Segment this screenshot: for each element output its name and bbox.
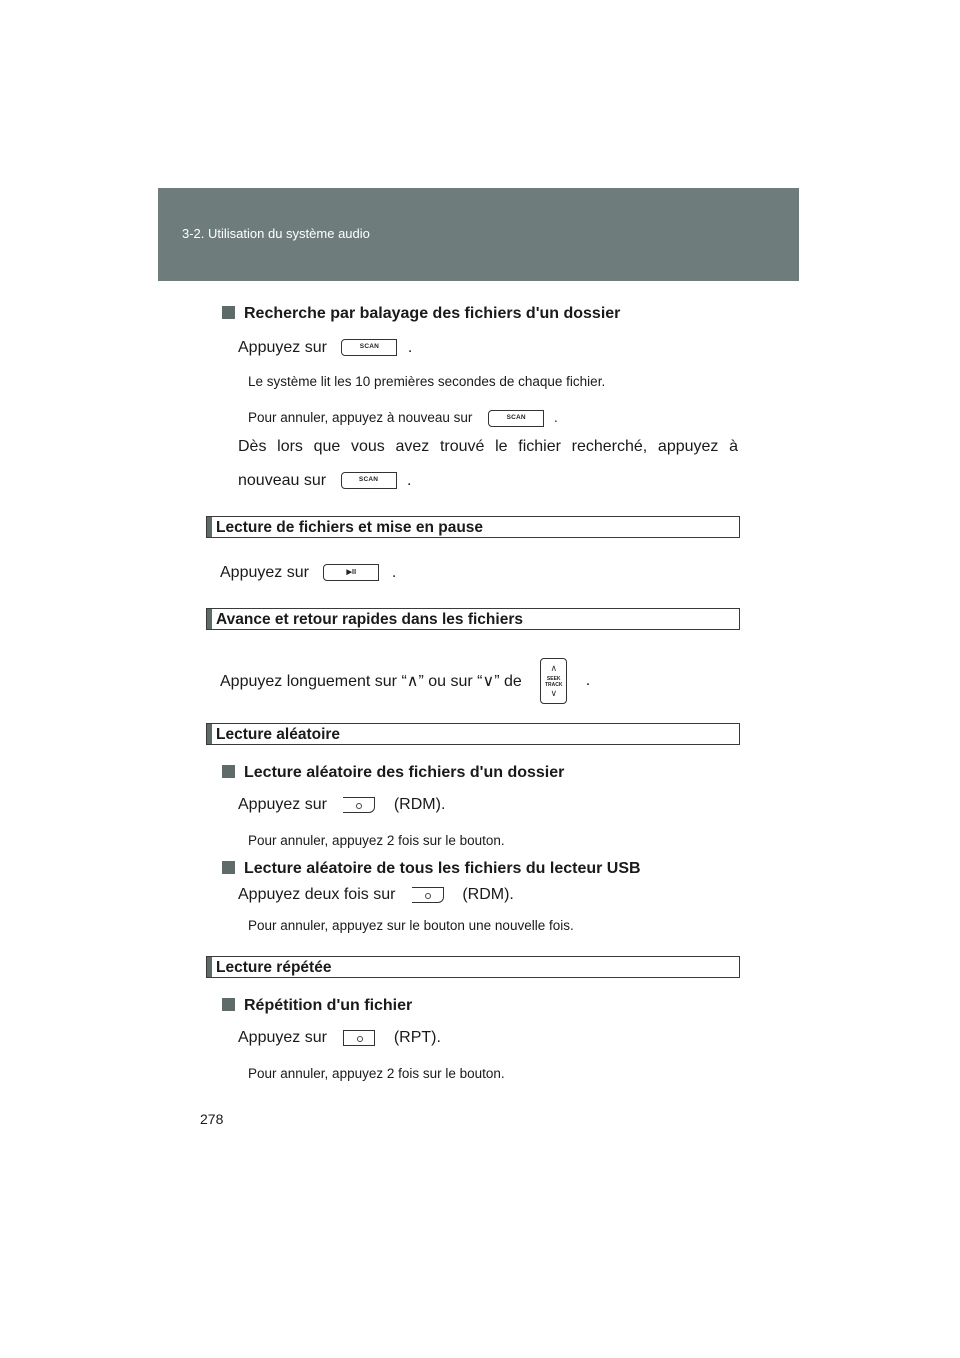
- random-sub1-heading: Lecture aléatoire des fichiers d'un dossier: [222, 764, 564, 782]
- chevron-down-icon: ∨: [550, 688, 558, 698]
- fast-forward-heading: Avance et retour rapides dans les fichiers: [206, 608, 740, 630]
- ff-instruction: Appuyez longuement sur “∧” ou sur “∨” de ∧ SEEK TRACK ∨ .: [220, 658, 590, 704]
- page-number: 278: [200, 1111, 224, 1127]
- rpt-button-icon: [343, 1030, 375, 1046]
- repeat-sub1-instruction: Appuyez sur (RPT).: [238, 1029, 441, 1046]
- rdm-button-icon: [412, 887, 444, 903]
- random-sub2-instruction: Appuyez deux fois sur (RDM).: [238, 886, 514, 903]
- play-pause-heading: Lecture de fichiers et mise en pause: [206, 516, 740, 538]
- seek-track-button-icon: ∧ SEEK TRACK ∨: [540, 658, 567, 704]
- repeat-heading: Lecture répétée: [206, 956, 740, 978]
- scan-button-icon: SCAN: [341, 339, 397, 356]
- scan-button-icon: SCAN: [341, 472, 397, 489]
- random-sub1-instruction: Appuyez sur (RDM).: [238, 796, 446, 813]
- play-pause-button-icon: ▶II: [323, 564, 379, 581]
- chevron-up-icon: ∧: [550, 663, 558, 673]
- section-title: 3-2. Utilisation du système audio: [182, 226, 370, 241]
- random-sub2-heading: Lecture aléatoire de tous les fichiers du lecteur USB: [222, 860, 641, 878]
- rdm-button-icon: [343, 797, 375, 813]
- scan-instruction: Appuyez sur SCAN .: [238, 339, 413, 356]
- repeat-sub1-heading: Répétition d'un fichier: [222, 997, 412, 1015]
- scan-instruction-2a: Dès lors que vous avez trouvé le fichier recherché, appuyez à: [238, 438, 738, 455]
- bullet-square-icon: [222, 306, 235, 319]
- bullet-square-icon: [222, 861, 235, 874]
- repeat-sub1-note: Pour annuler, appuyez 2 fois sur le bouton.: [248, 1066, 505, 1081]
- scan-note-2: Pour annuler, appuyez à nouveau sur SCAN .: [248, 410, 558, 426]
- random-sub1-note: Pour annuler, appuyez 2 fois sur le bouton.: [248, 833, 505, 848]
- random-sub2-note: Pour annuler, appuyez sur le bouton une nouvelle fois.: [248, 918, 574, 933]
- random-heading: Lecture aléatoire: [206, 723, 740, 745]
- section-header: [158, 188, 799, 281]
- scan-instruction-2b: nouveau sur SCAN .: [238, 472, 412, 489]
- scan-button-icon: SCAN: [488, 410, 544, 427]
- bullet-square-icon: [222, 998, 235, 1011]
- play-instruction: Appuyez sur ▶II .: [220, 564, 397, 581]
- bullet-square-icon: [222, 765, 235, 778]
- scan-note-1: Le système lit les 10 premières secondes de chaque fichier.: [248, 374, 606, 389]
- scan-subheading: Recherche par balayage des fichiers d'un dossier: [222, 305, 620, 323]
